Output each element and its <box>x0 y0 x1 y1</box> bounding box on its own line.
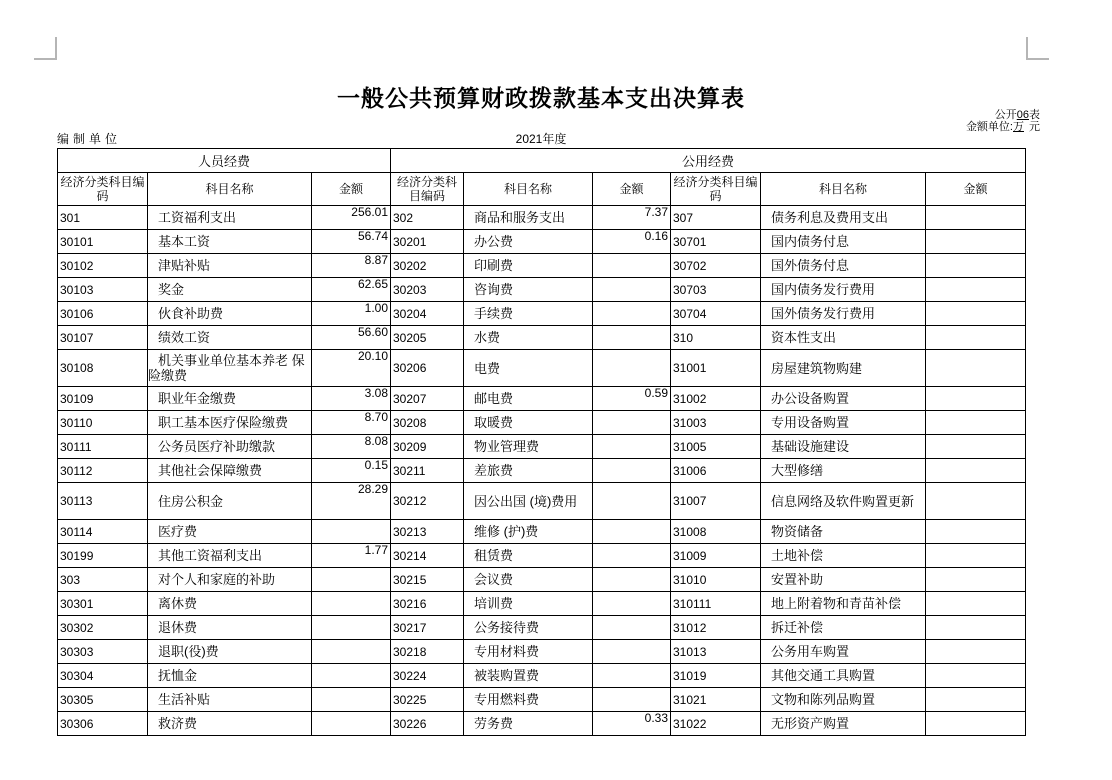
cell-name: 专用设备购置 <box>761 411 926 435</box>
table-row <box>58 278 1026 302</box>
cell-name: 电费 <box>464 350 593 387</box>
cell-code: 31012 <box>671 616 761 640</box>
cell-code: 30107 <box>58 326 148 350</box>
cell-amount <box>593 278 671 302</box>
cell-amount <box>926 712 1026 736</box>
cell-code: 31007 <box>671 483 761 520</box>
cell-amount <box>926 520 1026 544</box>
cell-amount <box>593 435 671 459</box>
cell-name: 专用燃料费 <box>464 688 593 712</box>
cell-amount <box>926 387 1026 411</box>
cell-code: 31010 <box>671 568 761 592</box>
cell-name: 手续费 <box>464 302 593 326</box>
cell-amount: 0.16 <box>593 230 671 254</box>
cell-amount <box>593 688 671 712</box>
cell-code: 30704 <box>671 302 761 326</box>
cell-amount: 8.70 <box>312 411 391 435</box>
cell-amount: 20.10 <box>312 350 391 387</box>
table-row <box>58 206 1026 230</box>
cell-code: 31002 <box>671 387 761 411</box>
cell-amount <box>593 568 671 592</box>
cell-name: 邮电费 <box>464 387 593 411</box>
cell-code: 30205 <box>391 326 464 350</box>
cell-name: 会议费 <box>464 568 593 592</box>
cell-amount: 56.74 <box>312 230 391 254</box>
cell-amount <box>593 326 671 350</box>
cell-amount <box>312 664 391 688</box>
cell-amount <box>926 326 1026 350</box>
cell-code: 30305 <box>58 688 148 712</box>
column-header: 经济分类科目编码 <box>671 173 761 206</box>
cell-amount: 1.00 <box>312 302 391 326</box>
cell-name: 劳务费 <box>464 712 593 736</box>
cell-name: 住房公积金 <box>148 483 312 520</box>
cell-code: 310 <box>671 326 761 350</box>
amount-unit-prefix: 金额单位: <box>965 121 1013 133</box>
cell-amount <box>593 350 671 387</box>
form-number <box>966 109 1040 121</box>
cell-amount <box>312 616 391 640</box>
page-margin-mark-top-left <box>34 37 57 60</box>
cell-code: 30112 <box>58 459 148 483</box>
cell-name: 地上附着物和青苗补偿 <box>761 592 926 616</box>
column-header: 金额 <box>926 173 1026 206</box>
cell-amount <box>926 350 1026 387</box>
cell-code: 31008 <box>671 520 761 544</box>
cell-amount <box>593 254 671 278</box>
table-row <box>58 640 1026 664</box>
cell-name: 公务员医疗补助缴款 <box>148 435 312 459</box>
cell-name: 机关事业单位基本养老 保险缴费 <box>148 350 312 387</box>
cell-code: 31013 <box>671 640 761 664</box>
cell-amount <box>593 520 671 544</box>
column-header: 金额 <box>593 173 671 206</box>
cell-name: 救济费 <box>148 712 312 736</box>
cell-code: 30301 <box>58 592 148 616</box>
table-row <box>58 568 1026 592</box>
cell-name: 基本工资 <box>148 230 312 254</box>
cell-code: 30110 <box>58 411 148 435</box>
table-row <box>58 664 1026 688</box>
cell-code: 302 <box>391 206 464 230</box>
cell-amount <box>926 435 1026 459</box>
cell-amount: 7.37 <box>593 206 671 230</box>
page-margin-mark-top-right <box>1026 37 1049 60</box>
cell-code: 30113 <box>58 483 148 520</box>
cell-amount <box>926 616 1026 640</box>
cell-code: 30202 <box>391 254 464 278</box>
cell-name: 退职(役)费 <box>148 640 312 664</box>
table-row <box>58 254 1026 278</box>
cell-name: 津贴补贴 <box>148 254 312 278</box>
cell-name: 退休费 <box>148 616 312 640</box>
column-header: 科目名称 <box>148 173 312 206</box>
cell-amount <box>312 712 391 736</box>
column-header: 科目名称 <box>464 173 593 206</box>
cell-code: 30218 <box>391 640 464 664</box>
cell-amount <box>926 411 1026 435</box>
cell-code: 30102 <box>58 254 148 278</box>
cell-amount: 0.33 <box>593 712 671 736</box>
cell-code: 30211 <box>391 459 464 483</box>
cell-name: 安置补助 <box>761 568 926 592</box>
year-wrap <box>57 130 1025 149</box>
cell-amount <box>926 592 1026 616</box>
table-row <box>58 326 1026 350</box>
cell-code: 30212 <box>391 483 464 520</box>
cell-amount: 8.87 <box>312 254 391 278</box>
cell-amount <box>926 544 1026 568</box>
group-header-personnel: 人员经费 <box>58 149 391 173</box>
cell-name: 印刷费 <box>464 254 593 278</box>
cell-code: 30208 <box>391 411 464 435</box>
table-row <box>58 712 1026 736</box>
cell-name: 债务利息及费用支出 <box>761 206 926 230</box>
cell-name: 国内债务付息 <box>761 230 926 254</box>
column-header: 金额 <box>312 173 391 206</box>
cell-name: 基础设施建设 <box>761 435 926 459</box>
cell-amount <box>593 459 671 483</box>
cell-amount <box>593 640 671 664</box>
year-label: 2021年度 <box>509 130 574 149</box>
table-row <box>58 483 1026 520</box>
cell-code: 30101 <box>58 230 148 254</box>
cell-amount <box>926 254 1026 278</box>
column-header: 经济分类科目编码 <box>58 173 148 206</box>
cell-name: 培训费 <box>464 592 593 616</box>
cell-amount <box>312 688 391 712</box>
table-row <box>58 387 1026 411</box>
cell-amount <box>593 592 671 616</box>
table-row <box>58 592 1026 616</box>
cell-name: 伙食补助费 <box>148 302 312 326</box>
cell-amount: 0.15 <box>312 459 391 483</box>
cell-amount: 0.59 <box>593 387 671 411</box>
cell-name: 其他社会保障缴费 <box>148 459 312 483</box>
cell-name: 因公出国 (境)费用 <box>464 483 593 520</box>
cell-code: 310111 <box>671 592 761 616</box>
cell-amount <box>926 302 1026 326</box>
cell-name: 专用材料费 <box>464 640 593 664</box>
cell-name: 生活补贴 <box>148 688 312 712</box>
table-row <box>58 230 1026 254</box>
cell-code: 30201 <box>391 230 464 254</box>
form-number-suffix: 表 <box>1029 109 1040 121</box>
table-body <box>58 206 1026 736</box>
cell-code: 30106 <box>58 302 148 326</box>
cell-amount <box>312 520 391 544</box>
cell-name: 取暖费 <box>464 411 593 435</box>
cell-code: 30114 <box>58 520 148 544</box>
table-row <box>58 411 1026 435</box>
cell-code: 31019 <box>671 664 761 688</box>
cell-code: 31009 <box>671 544 761 568</box>
cell-code: 30215 <box>391 568 464 592</box>
cell-name: 房屋建筑物购建 <box>761 350 926 387</box>
cell-name: 对个人和家庭的补助 <box>148 568 312 592</box>
cell-code: 30199 <box>58 544 148 568</box>
cell-name: 国外债务付息 <box>761 254 926 278</box>
cell-name: 商品和服务支出 <box>464 206 593 230</box>
cell-name: 离休费 <box>148 592 312 616</box>
table-row <box>58 616 1026 640</box>
cell-name: 其他交通工具购置 <box>761 664 926 688</box>
cell-name: 绩效工资 <box>148 326 312 350</box>
cell-name: 公务接待费 <box>464 616 593 640</box>
cell-name: 公务用车购置 <box>761 640 926 664</box>
table-row <box>58 688 1026 712</box>
cell-name: 职工基本医疗保险缴费 <box>148 411 312 435</box>
cell-amount <box>926 568 1026 592</box>
form-number-value: 06 <box>1016 109 1029 121</box>
cell-amount: 56.60 <box>312 326 391 350</box>
cell-amount <box>312 592 391 616</box>
cell-name: 资本性支出 <box>761 326 926 350</box>
cell-amount <box>593 664 671 688</box>
cell-code: 31021 <box>671 688 761 712</box>
column-header: 经济分类科目编码 <box>391 173 464 206</box>
cell-code: 30207 <box>391 387 464 411</box>
cell-code: 30216 <box>391 592 464 616</box>
expenditure-table <box>57 148 1026 736</box>
amount-unit-value: 万 <box>1013 121 1024 133</box>
cell-name: 租赁费 <box>464 544 593 568</box>
cell-code: 30214 <box>391 544 464 568</box>
cell-code: 31006 <box>671 459 761 483</box>
cell-code: 30209 <box>391 435 464 459</box>
cell-code: 303 <box>58 568 148 592</box>
cell-amount <box>593 302 671 326</box>
cell-amount <box>312 640 391 664</box>
cell-amount <box>926 640 1026 664</box>
table-row <box>58 350 1026 387</box>
cell-amount: 256.01 <box>312 206 391 230</box>
cell-amount: 1.77 <box>312 544 391 568</box>
cell-code: 30224 <box>391 664 464 688</box>
cell-amount <box>593 483 671 520</box>
cell-name: 大型修缮 <box>761 459 926 483</box>
cell-name: 拆迁补偿 <box>761 616 926 640</box>
cell-name: 办公费 <box>464 230 593 254</box>
cell-amount <box>926 459 1026 483</box>
cell-name: 物资储备 <box>761 520 926 544</box>
cell-amount: 3.08 <box>312 387 391 411</box>
cell-name: 国内债务发行费用 <box>761 278 926 302</box>
cell-amount <box>926 278 1026 302</box>
cell-code: 30226 <box>391 712 464 736</box>
cell-name: 医疗费 <box>148 520 312 544</box>
cell-amount <box>593 544 671 568</box>
cell-name: 土地补偿 <box>761 544 926 568</box>
cell-code: 307 <box>671 206 761 230</box>
cell-code: 30304 <box>58 664 148 688</box>
cell-amount <box>926 664 1026 688</box>
cell-code: 30306 <box>58 712 148 736</box>
table-row <box>58 520 1026 544</box>
cell-name: 维修 (护)费 <box>464 520 593 544</box>
cell-code: 31003 <box>671 411 761 435</box>
table-group-header-row <box>58 149 1026 173</box>
cell-code: 30701 <box>671 230 761 254</box>
cell-name: 物业管理费 <box>464 435 593 459</box>
cell-code: 30203 <box>391 278 464 302</box>
cell-name: 办公设备购置 <box>761 387 926 411</box>
cell-name: 工资福利支出 <box>148 206 312 230</box>
cell-code: 30109 <box>58 387 148 411</box>
form-number-prefix: 公开 <box>994 109 1017 121</box>
cell-amount: 28.29 <box>312 483 391 520</box>
cell-name: 文物和陈列品购置 <box>761 688 926 712</box>
cell-code: 30111 <box>58 435 148 459</box>
table-row <box>58 302 1026 326</box>
cell-code: 301 <box>58 206 148 230</box>
cell-code: 30225 <box>391 688 464 712</box>
table-column-header-row <box>58 173 1026 206</box>
cell-name: 水费 <box>464 326 593 350</box>
cell-name: 咨询费 <box>464 278 593 302</box>
cell-name: 奖金 <box>148 278 312 302</box>
cell-amount <box>926 206 1026 230</box>
column-header: 科目名称 <box>761 173 926 206</box>
table-row <box>58 435 1026 459</box>
cell-code: 30303 <box>58 640 148 664</box>
cell-code: 30302 <box>58 616 148 640</box>
cell-name: 信息网络及软件购置更新 <box>761 483 926 520</box>
table-row <box>58 544 1026 568</box>
cell-name: 无形资产购置 <box>761 712 926 736</box>
cell-amount <box>926 688 1026 712</box>
prepared-by-label: 编制单位 <box>57 132 122 146</box>
cell-name: 其他工资福利支出 <box>148 544 312 568</box>
cell-code: 30703 <box>671 278 761 302</box>
cell-amount <box>926 483 1026 520</box>
cell-name: 差旅费 <box>464 459 593 483</box>
table-row <box>58 459 1026 483</box>
cell-code: 30206 <box>391 350 464 387</box>
cell-name: 抚恤金 <box>148 664 312 688</box>
cell-code: 30217 <box>391 616 464 640</box>
cell-code: 30103 <box>58 278 148 302</box>
cell-amount: 62.65 <box>312 278 391 302</box>
cell-amount <box>312 568 391 592</box>
group-header-public: 公用经费 <box>391 149 1026 173</box>
cell-name: 职业年金缴费 <box>148 387 312 411</box>
cell-code: 30204 <box>391 302 464 326</box>
cell-code: 30702 <box>671 254 761 278</box>
cell-code: 31022 <box>671 712 761 736</box>
amount-unit-suffix: 元 <box>1029 121 1040 133</box>
cell-name: 国外债务发行费用 <box>761 302 926 326</box>
cell-amount <box>593 411 671 435</box>
cell-code: 30108 <box>58 350 148 387</box>
cell-amount <box>926 230 1026 254</box>
page-title: 一般公共预算财政拨款基本支出决算表 <box>337 85 745 111</box>
cell-amount <box>593 616 671 640</box>
cell-name: 被装购置费 <box>464 664 593 688</box>
cell-amount: 8.08 <box>312 435 391 459</box>
cell-code: 31005 <box>671 435 761 459</box>
cell-code: 30213 <box>391 520 464 544</box>
cell-code: 31001 <box>671 350 761 387</box>
